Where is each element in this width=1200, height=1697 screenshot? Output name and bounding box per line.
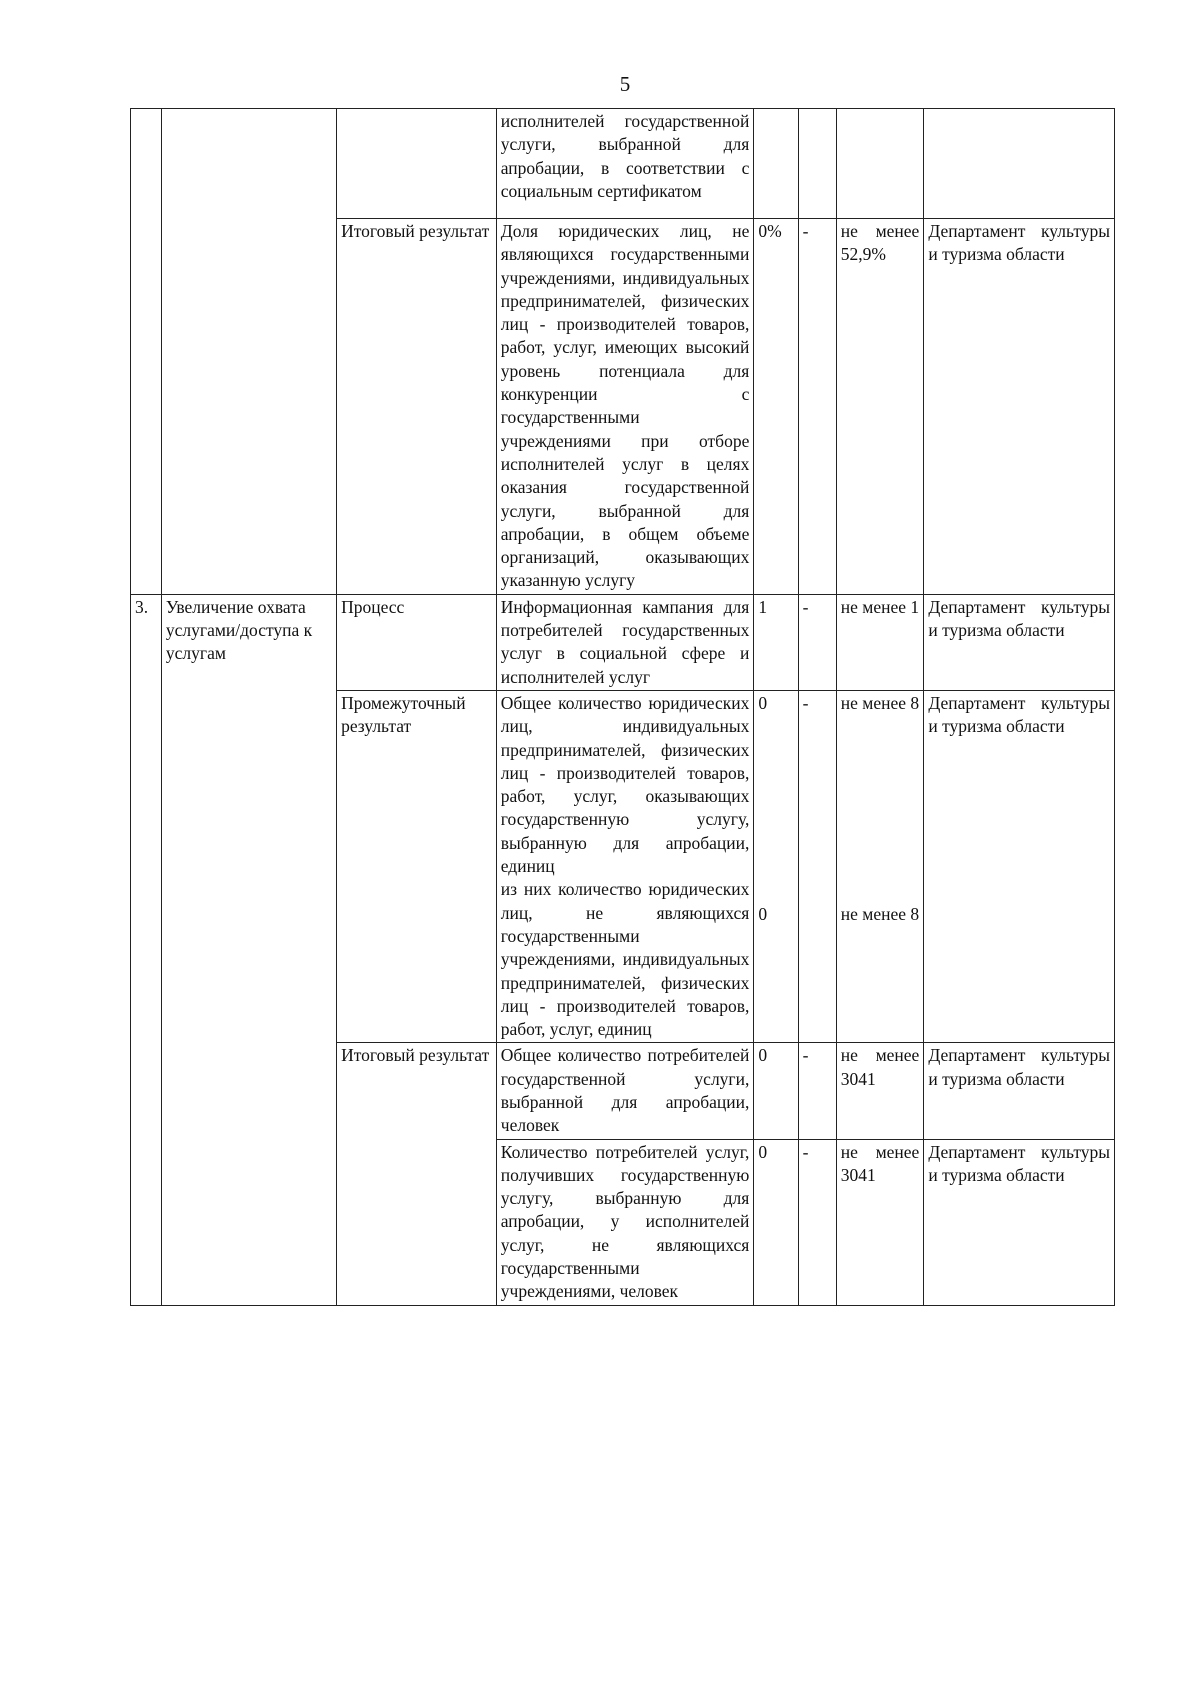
- mid-cell: -: [798, 1043, 836, 1139]
- base-cell: 1: [754, 594, 798, 690]
- target-cell: не менее 1: [836, 594, 924, 690]
- target-cell: [836, 690, 924, 1042]
- mid-cell: -: [798, 690, 836, 1042]
- base-cell: 0: [754, 1043, 798, 1139]
- number-cell: 3.: [131, 594, 162, 1305]
- responsible-cell: Департамент культуры и туризма области: [924, 594, 1115, 690]
- type-cell: [337, 109, 497, 219]
- responsible-cell: [924, 109, 1115, 219]
- sub-indicator-text: из них количество юридических лиц, не являющихся государственными учреждениями, индивидуальных предпринимателей, физических лиц - производителей товаров, работ, услуг, единиц: [500, 879, 750, 1040]
- indicator-cell: Доля юридических лиц, не являющихся государственными учреждениями, индивидуальных предпринимателей, физических лиц - производителей товаров, работ, услуг, имеющих высокий уровень потенциала для конкуренции с государственными учреждениями при отборе исполнителей услуг в целях оказания государственной услуги, выбранной для апробации, в общем объеме организаций, оказывающих указанную услугу: [496, 219, 754, 595]
- type-cell: Итоговый результат: [337, 219, 497, 595]
- target-cell: не менее 3041: [836, 1043, 924, 1139]
- target-cell: [836, 109, 924, 219]
- mid-cell: -: [798, 594, 836, 690]
- base-cell: [754, 690, 798, 1042]
- base-cell: [754, 109, 798, 219]
- base-cell: 0: [754, 1139, 798, 1305]
- base-value: 0: [758, 692, 768, 713]
- sub-target-value: не менее 8: [840, 903, 920, 924]
- responsible-cell: Департамент культуры и туризма области: [924, 1043, 1115, 1139]
- responsible-cell: Департамент культуры и туризма области: [924, 1139, 1115, 1305]
- mid-cell: -: [798, 1139, 836, 1305]
- base-cell: 0%: [754, 219, 798, 595]
- type-cell: Процесс: [337, 594, 497, 690]
- responsible-cell: Департамент культуры и туризма области: [924, 219, 1115, 595]
- target-cell: не менее 52,9%: [836, 219, 924, 595]
- indicator-cell: исполнителей государственной услуги, выбранной для апробации, в соответствии с социальным сертификатом: [496, 109, 754, 219]
- indicator-cell: Общее количество потребителей государственной услуги, выбранной для апробации, человек: [496, 1043, 754, 1139]
- sub-base-value: 0: [758, 903, 768, 924]
- type-cell: Промежуточный результат: [337, 690, 497, 1042]
- page-number: 5: [619, 72, 631, 96]
- results-table: [130, 108, 1115, 1306]
- goal-cell: Увеличение охвата услугами/доступа к услугам: [161, 594, 336, 1305]
- mid-cell: -: [798, 219, 836, 595]
- number-cell: [131, 109, 162, 595]
- table-row: [131, 109, 1115, 219]
- type-cell: Итоговый результат: [337, 1043, 497, 1305]
- table-row: [131, 594, 1115, 690]
- indicator-cell: [496, 690, 754, 1042]
- mid-cell: [798, 109, 836, 219]
- indicator-cell: Информационная кампания для потребителей государственных услуг в социальной сфере и исполнителей услуг: [496, 594, 754, 690]
- indicator-cell: Количество потребителей услуг, получивших государственную услугу, выбранную для апробации, у исполнителей услуг, не являющихся государственными учреждениями, человек: [496, 1139, 754, 1305]
- responsible-cell: Департамент культуры и туризма области: [924, 690, 1115, 1042]
- indicator-text: Общее количество юридических лиц, индивидуальных предпринимателей, физических лиц - производителей товаров, работ, услуг, оказывающих государственную услугу, выбранную для апробации, единиц: [500, 692, 750, 877]
- target-cell: не менее 3041: [836, 1139, 924, 1305]
- target-value: не менее 8: [840, 692, 920, 713]
- goal-cell: [161, 109, 336, 595]
